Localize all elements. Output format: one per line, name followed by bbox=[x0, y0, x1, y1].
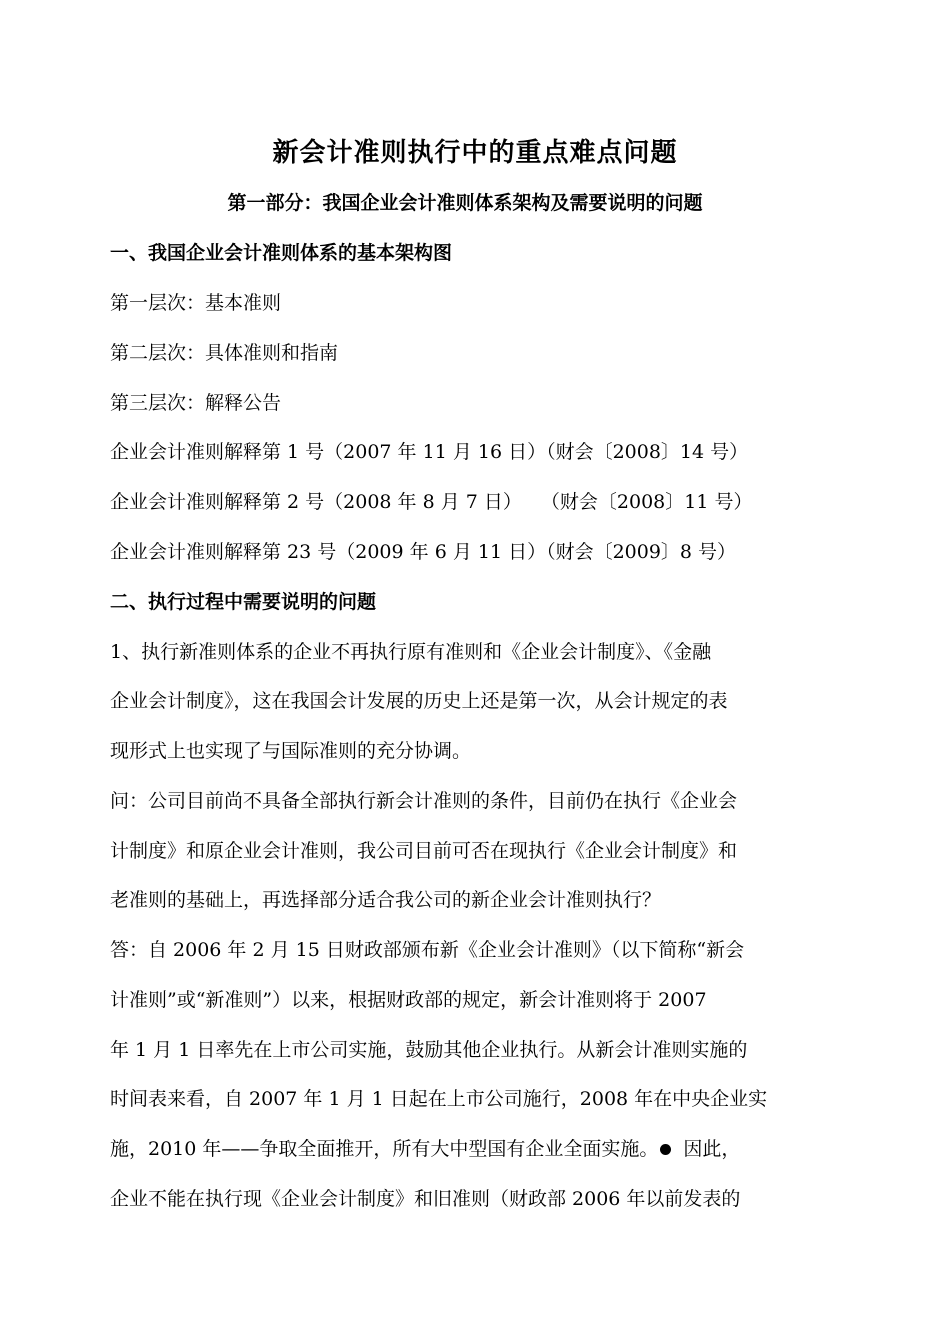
question-line-2: 计制度》和原企业会计准则，我公司目前可否在现执行《企业会计制度》和 bbox=[110, 840, 738, 862]
bullet-icon bbox=[660, 1144, 671, 1155]
level-3: 第三层次：解释公告 bbox=[110, 392, 282, 414]
level-1: 第一层次：基本准则 bbox=[110, 292, 282, 314]
answer-line-5-tail: 因此， bbox=[683, 1138, 741, 1160]
level-2: 第二层次：具体准则和指南 bbox=[110, 342, 339, 364]
answer-line-4: 时间表来看，自 2007 年 1 月 1 日起在上市公司施行，2008 年在中央企业实 bbox=[110, 1088, 768, 1110]
para1-line-3: 现形式上也实现了与国际准则的充分协调。 bbox=[110, 740, 472, 762]
interpretation-3: 企业会计准则解释第 23 号（2009 年 6 月 11 日）（财会〔2009〕8 号） bbox=[110, 541, 737, 563]
interpretation-1: 企业会计准则解释第 1 号（2007 年 11 月 16 日）（财会〔2008〕14 号） bbox=[110, 441, 749, 463]
answer-line-6: 企业不能在执行现《企业会计制度》和旧准则（财政部 2006 年以前发表的 bbox=[110, 1188, 741, 1210]
answer-line-1: 答：自 2006 年 2 月 15 日财政部颁布新《企业会计准则》（以下简称“新会 bbox=[110, 939, 745, 961]
para1-line-2: 企业会计制度》，这在我国会计发展的历史上还是第一次，从会计规定的表 bbox=[110, 690, 728, 712]
answer-line-5 bbox=[110, 1134, 850, 1161]
answer-line-3: 年 1 月 1 日率先在上市公司实施，鼓励其他企业执行。从新会计准则实施的 bbox=[110, 1039, 748, 1061]
question-line-3: 老准则的基础上，再选择部分适合我公司的新企业会计准则执行？ bbox=[110, 889, 662, 911]
document-title: 新会计准则执行中的重点难点问题 bbox=[272, 138, 678, 168]
section2-heading: 二、执行过程中需要说明的问题 bbox=[110, 591, 377, 613]
interpretation-2: 企业会计准则解释第 2 号（2008 年 8 月 7 日） （财会〔2008〕11 号） bbox=[110, 491, 753, 513]
document-subtitle: 第一部分：我国企业会计准则体系架构及需要说明的问题 bbox=[227, 192, 703, 214]
section1-heading: 一、我国企业会计准则体系的基本架构图 bbox=[110, 242, 453, 264]
para1-line-1: 1、执行新准则体系的企业不再执行原有准则和《企业会计制度》、《金融 bbox=[110, 641, 712, 663]
answer-line-5-text: 施，2010 年——争取全面推开，所有大中型国有企业全面实施。 bbox=[110, 1138, 659, 1160]
question-line-1: 问：公司目前尚不具备全部执行新会计准则的条件，目前仍在执行《企业会 bbox=[110, 790, 738, 812]
answer-line-2: 计准则”或“新准则”）以来，根据财政部的规定，新会计准则将于 2007 bbox=[110, 989, 707, 1011]
